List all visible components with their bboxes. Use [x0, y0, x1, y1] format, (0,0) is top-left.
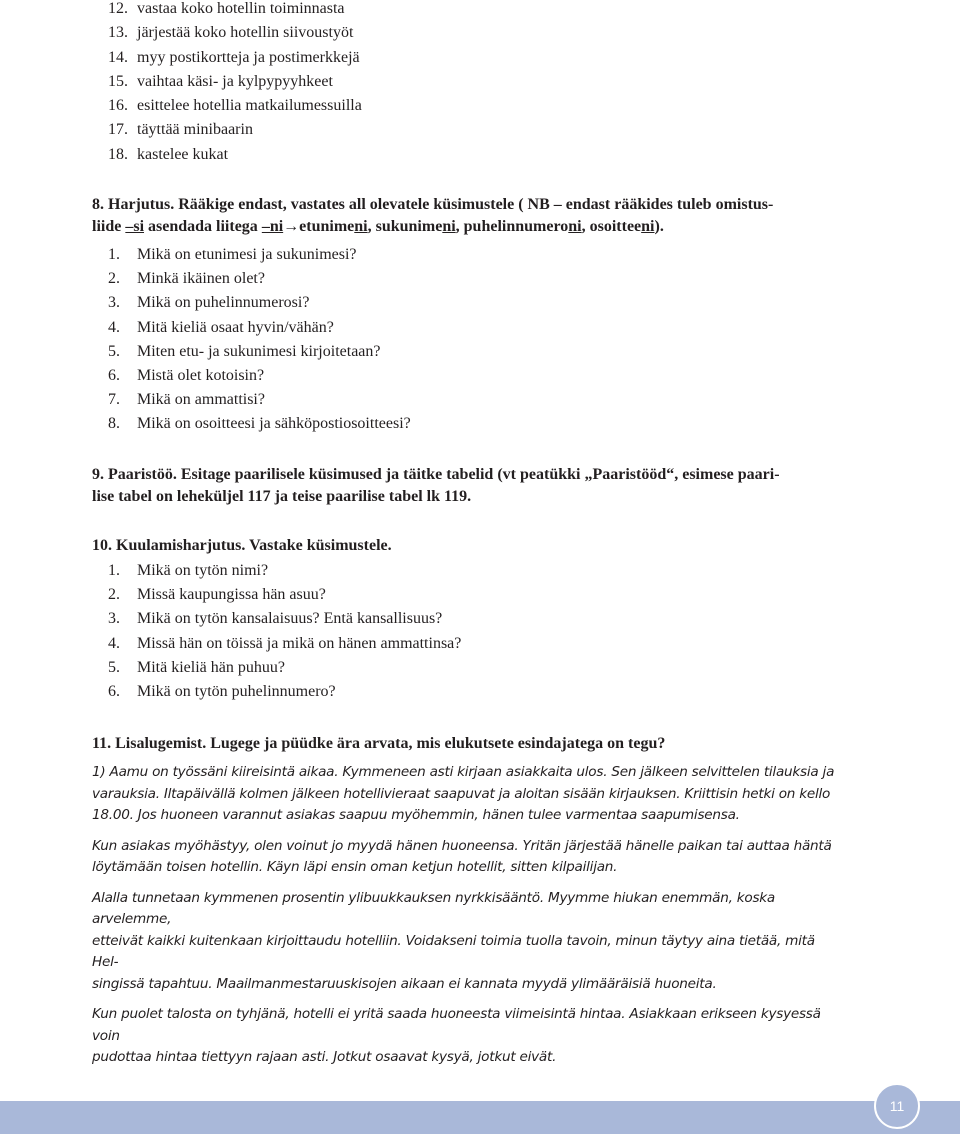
paragraph-line: 1) Aamu on työssäni kiireisintä aikaa. Kymmeneen asti kirjaan asiakkaita ulos. Sen jälkeen selvittelen tilauksia ja	[92, 764, 835, 780]
list-item	[108, 412, 411, 436]
list-item	[108, 46, 362, 70]
list-item	[108, 118, 362, 142]
list-item-number: 1.	[108, 246, 120, 263]
list-item	[108, 656, 461, 680]
paragraph-line: Alalla tunnetaan kymmenen prosentin ylibuukkauksen nyrkkisääntö. Myymme hiukan enemmän, koska arvelemme,	[92, 889, 775, 927]
list-item	[108, 291, 411, 315]
list-item-number: 18.	[108, 145, 128, 163]
footer-band	[0, 1101, 960, 1134]
list-item	[108, 70, 362, 94]
list-item	[108, 0, 362, 21]
list-item-number: 5.	[108, 658, 120, 676]
list-item-number: 14.	[108, 48, 128, 66]
list-item-text: Mikä on tytön nimi?	[137, 562, 269, 579]
list-item-text: Mikä on osoitteesi ja sähköpostiosoitteesi?	[137, 415, 411, 433]
list-item-number: 17.	[108, 121, 128, 139]
list-item-number: 2.	[108, 270, 120, 288]
list-item-number: 12.	[108, 0, 128, 17]
list-item	[108, 632, 461, 656]
list-item-number: 3.	[108, 294, 120, 312]
list-item	[108, 607, 461, 631]
list-item-text: Mikä on etunimesi ja sukunimesi?	[137, 246, 357, 263]
paragraph-line: löytämään toisen hotellin. Käyn läpi ensin oman ketjun hotellit, sitten kilpailijan.	[92, 859, 618, 875]
list-item	[108, 583, 461, 607]
list-item-number: 5.	[108, 342, 120, 360]
exercise-8-instruction: 8. Harjutus. Rääkige endast, vastates all olevatele küsimustele ( NB – endast rääkides tuleb omistus- liide –si asendada liitega –ni→etunimeni, sukunimeni, puhelinnumeroni, osoitteeni).	[92, 196, 774, 235]
list-item	[108, 364, 411, 388]
arrow-icon: →	[283, 218, 300, 235]
exercise-9-title: 9. Paaristöö.	[92, 466, 177, 483]
list-item-text: Mikä on tytön puhelinnumero?	[137, 682, 336, 700]
paragraph-line: Kun puolet talosta on tyhjänä, hotelli ei yritä saada huoneesta viimeisintä hintaa. Asiakkaan erikseen kysyessä voin	[92, 1006, 821, 1044]
list-item-number: 8.	[108, 415, 120, 433]
list-item	[108, 94, 362, 118]
list-item-number: 1.	[108, 562, 120, 579]
list-item-number: 6.	[108, 682, 120, 700]
list-item-number: 6.	[108, 366, 120, 384]
list-item	[108, 243, 411, 267]
list-item-text: Mitä kieliä hän puhuu?	[137, 658, 285, 676]
list-item-number: 2.	[108, 586, 120, 604]
paragraph-line: varauksia. Iltapäivällä kolmen jälkeen hotellivieraat saapuvat ja aloitan sisään kirjauksen. Kriittisin hetki on kello	[92, 785, 831, 802]
list-item-text: täyttää minibaarin	[137, 121, 253, 139]
list-item-text: Minkä ikäinen olet?	[137, 270, 265, 288]
list-item-text: vaihtaa käsi- ja kylpypyyhkeet	[137, 72, 333, 90]
list-item-text: Mikä on ammattisi?	[137, 391, 265, 409]
reading-paragraph	[92, 1004, 838, 1069]
list-item-text: Missä hän on töissä ja mikä on hänen ammattinsa?	[137, 634, 462, 652]
list-item-text: Missä kaupungissa hän asuu?	[137, 586, 326, 604]
list-item-text: Miten etu- ja sukunimesi kirjoitetaan?	[137, 342, 381, 360]
list-item-text: kastelee kukat	[137, 145, 229, 163]
paragraph-line: etteivät kaikki kuitenkaan kirjoittaudu hotelliin. Voidakseni toimia tuolla tavoin, minun täytyy aina tietää, mitä Hel-	[92, 932, 815, 970]
list-item-text: esittelee hotellia matkailumessuilla	[137, 97, 362, 115]
list-item-number: 16.	[108, 97, 128, 115]
list-item-number: 7.	[108, 391, 120, 409]
list-item-text: Mikä on puhelinnumerosi?	[137, 294, 310, 312]
page-number: 11	[874, 1083, 920, 1129]
list-item	[108, 316, 411, 340]
list-item	[108, 340, 411, 364]
list-item-number: 4.	[108, 318, 120, 336]
list-item	[108, 388, 411, 412]
list-item-text: Mitä kieliä osaat hyvin/vähän?	[137, 318, 334, 336]
exercise-10-title: 10. Kuulamisharjutus. Vastake küsimustele.	[92, 537, 392, 554]
exercise-11-title: 11. Lisalugemist. Lugege ja püüdke ära arvata, mis elukutsete esindajatega on tegu?	[92, 735, 666, 752]
list-item-number: 4.	[108, 634, 120, 652]
paragraph-line: Kun asiakas myöhästyy, olen voinut jo myydä hänen huoneensa. Yritän järjestää hänelle paikan tai auttaa häntä	[92, 837, 832, 854]
reading-paragraph	[92, 762, 838, 827]
list-item-text: Mistä olet kotoisin?	[137, 366, 265, 384]
list-item	[108, 267, 411, 291]
list-item	[108, 21, 362, 45]
list-item	[108, 143, 362, 167]
paragraph-line: pudottaa hintaa tiettyyn rajaan asti. Jotkut osaavat kysyä, jotkut eivät.	[92, 1049, 557, 1065]
list-item-text: vastaa koko hotellin toiminnasta	[137, 0, 345, 17]
task-list-continued	[108, 0, 362, 167]
list-item	[108, 680, 461, 704]
list-item-number: 3.	[108, 610, 120, 628]
reading-text	[92, 762, 838, 1078]
list-item-text: myy postikortteja ja postimerkkejä	[137, 48, 360, 66]
list-item-text: Mikä on tytön kansalaisuus? Entä kansallisuus?	[137, 610, 443, 628]
exercise-8-title: 8. Harjutus.	[92, 196, 175, 213]
reading-paragraph	[92, 888, 838, 996]
exercise-10-questions	[108, 559, 461, 704]
reading-paragraph	[92, 836, 838, 879]
list-item-number: 15.	[108, 72, 128, 90]
paragraph-line: singissä tapahtuu. Maailmanmestaruuskisojen aikaan ei kannata myydä ylimääräisiä huoneita.	[92, 975, 717, 992]
exercise-9-instruction: 9. Paaristöö. Esitage paarilisele küsimused ja täitke tabelid (vt peatükki „Paaristööd“, esimese paari- lise tabel on leheküljel 117 ja teise paarilise tabel lk 119.	[92, 466, 780, 505]
list-item	[108, 559, 461, 583]
list-item-text: järjestää koko hotellin siivoustyöt	[137, 24, 354, 42]
exercise-8-questions	[108, 243, 411, 437]
list-item-number: 13.	[108, 24, 128, 42]
paragraph-line: 18.00. Jos huoneen varannut asiakas saapuu myöhemmin, hänen tulee varmentaa saapumisensa.	[92, 807, 740, 823]
